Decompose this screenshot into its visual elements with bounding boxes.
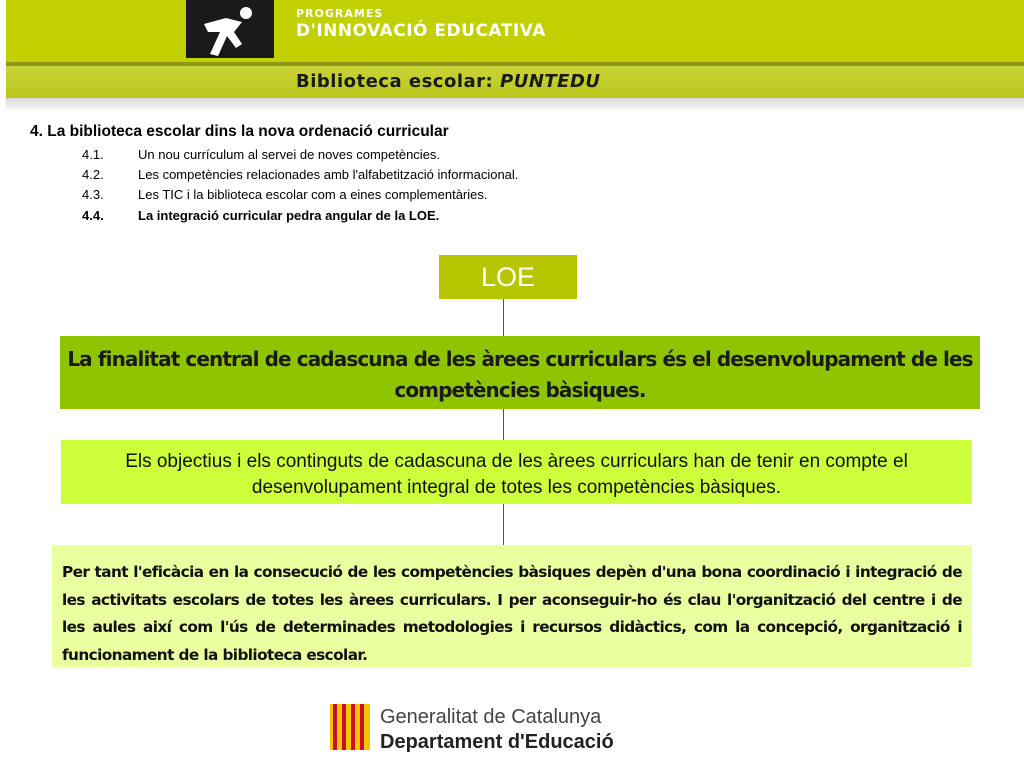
toc-item [82,167,518,183]
subtitle-emphasis: PUNTEDU [500,71,601,92]
gencat-name: Generalitat de Catalunya [380,706,602,728]
subtitle-prefix: Biblioteca escolar: [296,71,494,92]
toc-item-current [82,208,439,224]
toc-item-text: Les TIC i la biblioteca escolar com a eines complementàries. [138,187,488,202]
department-name: Departament d'Educació [380,731,614,753]
toc-item-number: 4.1. [82,147,104,162]
gencat-stripes-icon [330,704,370,750]
running-figure-icon [186,0,274,58]
toc-item [82,187,487,203]
toc-item [82,147,440,163]
toc-item-number: 4.4. [82,208,104,223]
page-subtitle [296,70,601,94]
connector-line [503,299,504,336]
toc-item-text: La integració curricular pedra angular de la LOE. [138,208,440,223]
header-banner [6,0,1024,98]
objectives-box: Els objectius i els continguts de cadascuna de les àrees curriculars han de tenir en compte el desenvolupament integral de totes les competències bàsiques. [61,440,972,504]
toc-item-number: 4.2. [82,167,104,182]
program-small-title: PROGRAMES [296,7,384,20]
connector-line [503,409,504,440]
section-title: 4. La biblioteca escolar dins la nova ordenació curricular [30,123,449,140]
toc-item-text: Les competències relacionades amb l'alfabetització informacional. [138,167,519,182]
connector-line [503,504,504,545]
program-title: D'INNOVACIÓ EDUCATIVA [296,21,546,41]
central-goal-box: La finalitat central de cadascuna de les àrees curriculars és el desenvolupament de les competències bàsiques. [60,336,980,409]
conclusion-box: Per tant l'eficàcia en la consecució de les competències bàsiques depèn d'una bona coordinació i integració de les activitats escolars de totes les àrees curriculars. I per aconseguir-ho és clau l'organització del centre i de les aules així com l'ús de determinades metodologies i recursos didàctics, com la concepció, organització i funcionament de la biblioteca escolar. [52,545,972,667]
toc-item-number: 4.3. [82,187,104,202]
loe-box: LOE [439,255,577,299]
header-shadow [6,98,1024,112]
toc-item-text: Un nou currículum al servei de noves competències. [138,147,441,162]
